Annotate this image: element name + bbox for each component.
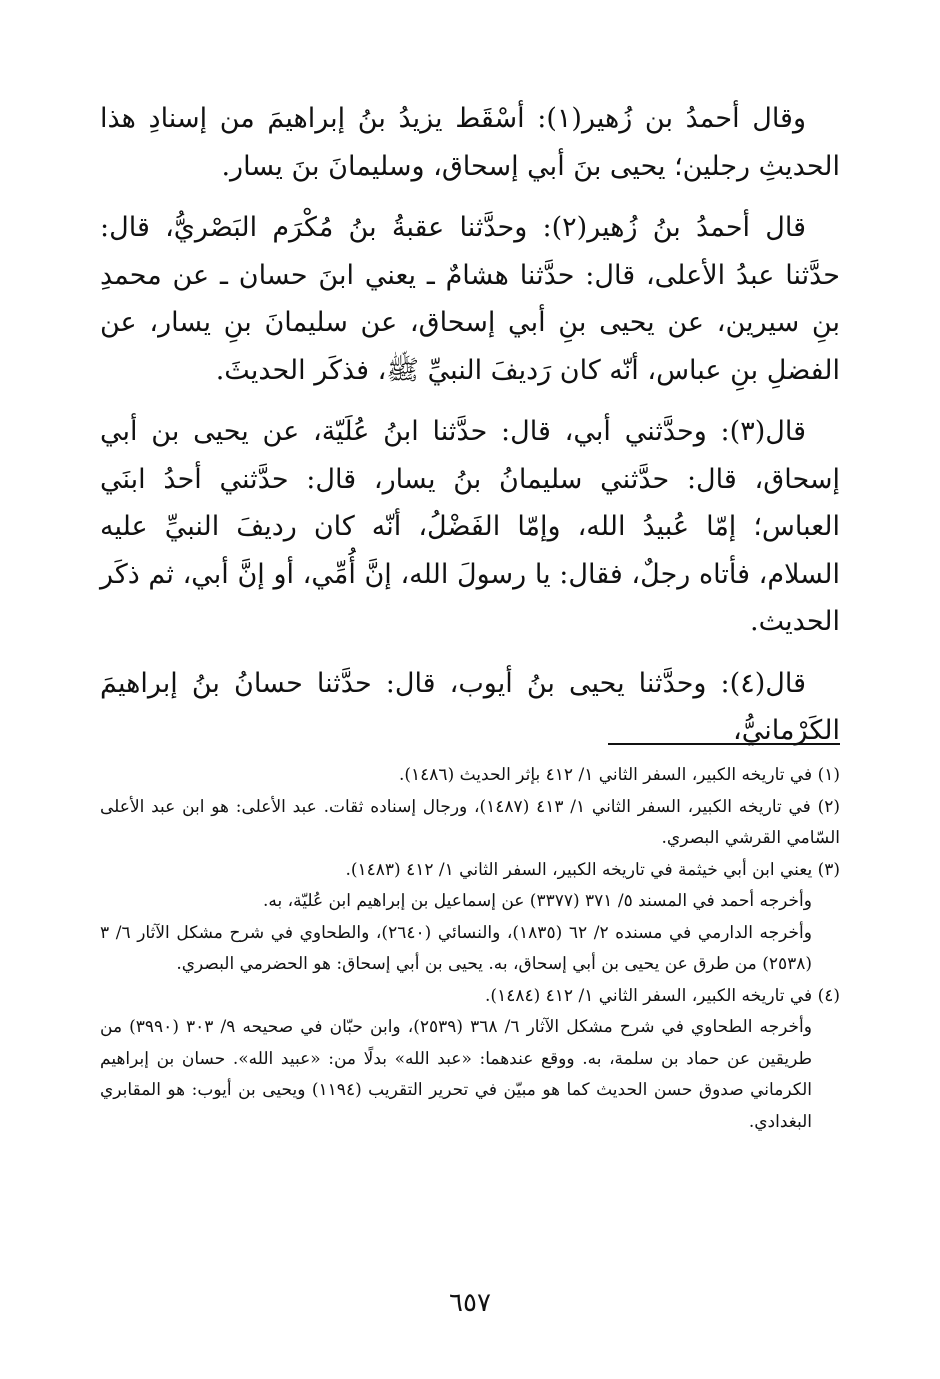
footnote: (٤) في تاريخه الكبير، السفر الثاني ١/ ٤١٢ (١٤٨٤).	[485, 985, 840, 1006]
footnote-continuation: وأخرجه أحمد في المسند ٥/ ٣٧١ (٣٣٧٧) عن إسماعيل بن إبراهيم ابن عُليّة، به.	[262, 891, 812, 911]
paragraph: قال(٤): وحدَّثنا يحيى بنُ أيوب، قال: حدَّثنا حسانُ بنُ إبراهيمَ الكَرْمانيُّ،	[100, 667, 840, 746]
footnote-continuation: وأخرجه الطحاوي في شرح مشكل الآثار ٦/ ٣٦٨ (٢٥٣٩)، وابن حبّان في صحيحه ٩/ ٣٠٣ (٣٩٩٠) من طريقين عن حماد بن سلمة، به. ووقع عندهما: «عبد الله» بدلًا من: «عبيد الله». حسان بن إبراهيم الكرماني صدوق حسن الحديث كما هو مبيّن في تحرير التقريب (١١٩٤) ويحيى بن أيوب: هو المقابري البغدادي.	[100, 1017, 812, 1132]
footnotes	[100, 760, 840, 1138]
footnote-continuation: وأخرجه الدارمي في مسنده ٢/ ٦٢ (١٨٣٥)، والنسائي (٢٦٤٠)، والطحاوي في شرح مشكل الآثار ٦/ ٣ (٢٥٣٨) من طرق عن يحيى بن أبي إسحاق، به. يحيى بن أبي إسحاق: هو الحضرمي البصري.	[100, 922, 812, 974]
page-number: ٦٥٧	[449, 1288, 491, 1318]
footnote-separator	[608, 743, 840, 745]
footnote: (١) في تاريخه الكبير، السفر الثاني ١/ ٤١٢ بإثر الحديث (١٤٨٦).	[398, 765, 840, 785]
paragraph: قال(٣): وحدَّثني أبي، قال: حدَّثنا ابنُ عُلَيّة، عن يحيى بن أبي إسحاق، قال: حدَّثني سليمانُ بنُ يسار، قال: حدَّثني أحدُ ابنَي العباس؛ إمّا عُبيدُ الله، وإمّا الفَضْلُ، أنّه كان رديفَ النبيِّ عليه السلام، فأتاه رجلٌ، فقال: يا رسولَ الله، إنَّ أُمِّي، أو إنَّ أبي، ثم ذكَر الحديث.	[100, 416, 840, 637]
main-text	[100, 95, 840, 769]
paragraph: قال أحمدُ بنُ زُهير(٢): وحدَّثنا عقبةُ بنُ مُكْرَم البَصْريُّ، قال: حدَّثنا عبدُ الأعلى، قال: حدَّثنا هشامٌ ـ يعني ابنَ حسان ـ عن محمدِ بنِ سيرين، عن يحيى بنِ أبي إسحاق، عن سليمانَ بنِ يسار، عن الفضلِ بنِ عباس، أنّه كان رَديفَ النبيِّ ﷺ، فذكَر الحديثَ.	[100, 212, 840, 386]
footnote: (٢) في تاريخه الكبير، السفر الثاني ١/ ٤١٣ (١٤٨٧)، ورجال إسناده ثقات. عبد الأعلى: هو ابن عبد الأعلى السّامي القرشي البصري.	[100, 796, 840, 848]
paragraph: وقال أحمدُ بن زُهير(١): أسْقَط يزيدُ بنُ إبراهيمَ من إسنادِ هذا الحديثِ رجلين؛ يحيى بنَ أبي إسحاق، وسليمانَ بنَ يسار.	[100, 103, 840, 182]
footnote: (٣) يعني ابن أبي خيثمة في تاريخه الكبير، السفر الثاني ١/ ٤١٢ (١٤٨٣).	[345, 859, 840, 880]
